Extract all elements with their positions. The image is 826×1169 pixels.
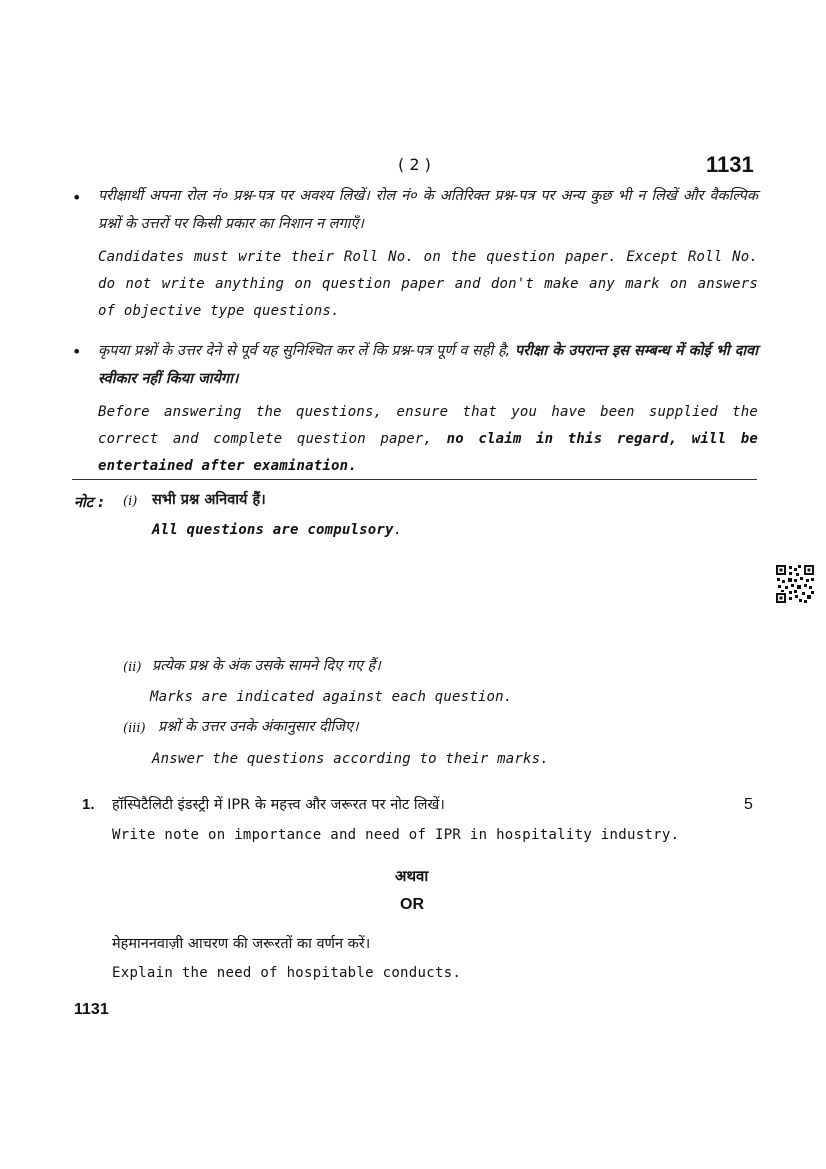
instruction-2-hindi [98, 337, 758, 393]
paper-code-footer: 1131 [74, 1001, 109, 1018]
note-item-3-hindi: प्रश्नों के उत्तर उनके अंकानुसार दीजिए। [158, 719, 359, 735]
note-item-1-english-text: All questions are compulsory [152, 522, 394, 538]
note-item-1-english [152, 517, 402, 544]
instruction-2-english [98, 399, 758, 480]
divider-line [72, 479, 757, 480]
note-item-3-english: Answer the questions according to their marks. [152, 751, 549, 767]
or-hindi: अथवा [395, 867, 429, 885]
paper-code-header: 1131 [706, 152, 754, 177]
note-item-1-number: (i) [123, 494, 138, 509]
note-item-2-hindi: प्रत्येक प्रश्न के अंक उसके सामने दिए गए हैं। [152, 658, 381, 674]
instruction-2-english-bold: no claim in this regard, will be entertained after examination. [98, 431, 758, 474]
note-label: नोट : [74, 495, 104, 511]
note-item-1-english-suffix: . [393, 522, 403, 538]
instruction-2-hindi-normal: कृपया प्रश्नों के उत्तर देने से पूर्व यह सुनिश्चित कर लें कि प्रश्न-पत्र पूर्ण व सही है, [98, 343, 511, 359]
instruction-1-english: Candidates must write their Roll No. on the question paper. Except Roll No. do not write anything on question paper and don't make any mark on answers of objective type questions. [98, 249, 758, 319]
instruction-2-english-normal: Before answering the questions, ensure that you have been supplied the correct and complete question paper, [98, 404, 758, 447]
instruction-1-hindi: परीक्षार्थी अपना रोल नं० प्रश्न-पत्र पर अवश्य लिखें। रोल नं० के अतिरिक्त प्रश्न-पत्र पर अन्य कुछ भी न लिखें और वैकल्पिक प्रश्नों के उत्तरों पर किसी प्रकार का निशान न लगाएँ। [98, 188, 758, 232]
question-1-marks: 5 [744, 796, 753, 813]
qr-code-icon [776, 565, 814, 603]
bullet-icon: • [72, 342, 82, 361]
note-item-1-hindi: सभी प्रश्न अनिवार्य हैं। [152, 492, 266, 508]
note-item-2-number: (ii) [123, 660, 142, 675]
note-item-2-english: Marks are indicated against each question. [150, 689, 513, 705]
note-item-3-number: (iii) [123, 721, 146, 736]
instruction-2-hindi-bold: परीक्षा के उपरान्त इस सम्बन्ध में कोई भी दावा स्वीकार नहीं किया जायेगा। [98, 343, 759, 387]
or-english: OR [400, 896, 424, 913]
bullet-icon: • [72, 188, 82, 207]
question-1-alternative-english: Explain the need of hospitable conducts. [112, 965, 462, 981]
question-1-english: Write note on importance and need of IPR in hospitality industry. [112, 827, 680, 843]
question-1-number: 1. [82, 796, 95, 813]
page-number: ( 2 ) [398, 155, 431, 174]
question-1-hindi: हॉस्पिटैलिटी इंडस्ट्री में IPR के महत्त्व और जरूरत पर नोट लिखें। [112, 797, 445, 813]
question-1-alternative-hindi: मेहमाननवाज़ी आचरण की जरूरतों का वर्णन करें। [112, 936, 371, 952]
